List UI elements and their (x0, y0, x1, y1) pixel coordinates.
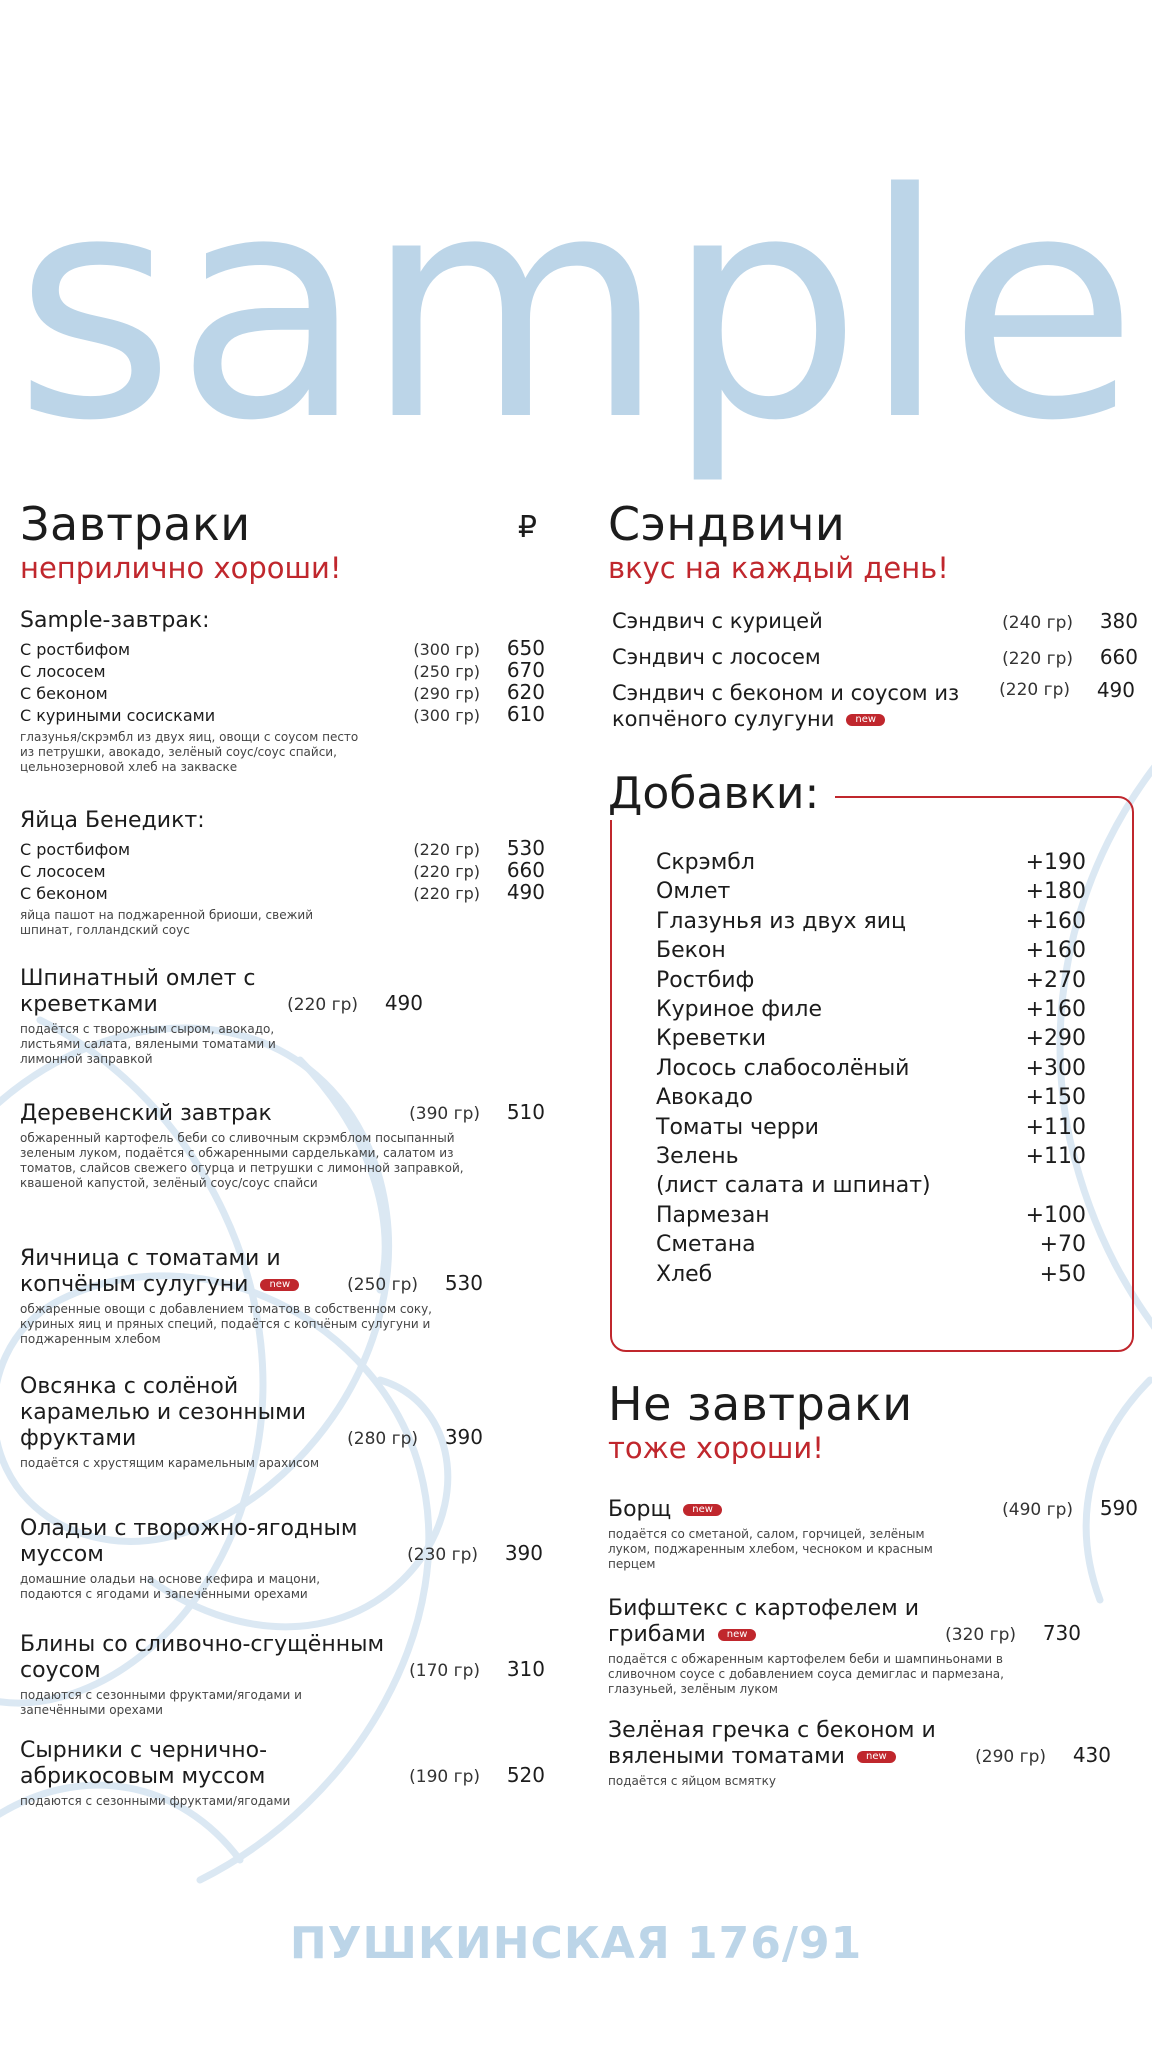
addon-row: Скрэмбл +190 (656, 850, 1086, 875)
menu-row: С лососем (220 гр) 660 (20, 858, 545, 882)
new-badge: new (846, 714, 885, 726)
benedict-title: Яйца Бенедикт: (20, 808, 205, 833)
item-weight: (190 гр) (409, 1767, 480, 1787)
menu-row: С ростбифом (300 гр) 650 (20, 636, 545, 660)
item-weight: (390 гр) (409, 1104, 480, 1124)
menu-item (20, 1632, 545, 1718)
item-description: подаются с сезонными фруктами/ягодами (20, 1794, 291, 1808)
addon-row: Зелень +110 (656, 1144, 1086, 1170)
menu-row: Сэндвич с беконом и соусом из копчёного сулугуни new (220 гр) 490 (612, 678, 1135, 731)
item-weight: (280 гр) (347, 1429, 418, 1449)
menu-item (20, 1738, 545, 1809)
addon-row: Ростбиф +270 (656, 967, 1086, 993)
item-weight: (290 гр) (975, 1747, 1046, 1767)
item-title: Оладьи с творожно-ягодным муссом (20, 1516, 358, 1567)
item-price: 310 (506, 1657, 545, 1681)
menu-row: Сэндвич с курицей (240 гр) 380 (612, 609, 1138, 633)
notbreakfast-subtitle: тоже хороши! (608, 1431, 824, 1465)
item-description: яйца пашот на поджаренной бриоши, свежий шпинат, голландский соус (20, 908, 314, 937)
item-weight: (230 гр) (407, 1545, 478, 1565)
item-description: подаётся с творожным сыром, авокадо, листьями салата, вялеными томатами и лимонной заправкой (20, 1022, 276, 1066)
menu-row: С ростбифом (220 гр) 530 (20, 836, 545, 860)
sample-logo (14, 170, 1138, 490)
menu-row: С беконом (220 гр) 490 (20, 880, 545, 904)
menu-row: С лососем (250 гр) 670 (20, 658, 545, 682)
addons-list (656, 848, 1086, 1289)
benedict-section (20, 808, 545, 938)
item-title: Зелёная гречка с беконом и вялеными томатами (608, 1718, 936, 1769)
addon-row: Бекон +160 (656, 938, 1086, 964)
item-price: 390 (444, 1425, 483, 1449)
item-weight: (320 гр) (945, 1625, 1016, 1645)
item-description: подаётся с обжаренным картофелем беби и шампиньонами в сливочном соусе с добавлением соуса демиглас и пармезана, глазуньей, зелёным луком (608, 1652, 1004, 1696)
addon-row: Лосось слабосолёный +300 (656, 1055, 1086, 1081)
sandwiches-subtitle: вкус на каждый день! (608, 551, 949, 585)
addon-row: Сметана +70 (656, 1232, 1086, 1258)
item-description: домашние оладьи на основе кефира и мацони, подаются с ягодами и запечёнными орехами (20, 1572, 321, 1601)
item-title: Шпинатный омлет с креветками (20, 966, 256, 1017)
new-badge: new (260, 1279, 299, 1291)
menu-item (20, 1100, 545, 1191)
sandwiches-title: Сэндвичи (608, 497, 846, 551)
addon-row: Креветки +290 (656, 1026, 1086, 1052)
breakfast-column (20, 497, 545, 1808)
addon-row: Томаты черри +110 (656, 1114, 1086, 1140)
item-title: Яичница с томатами и копчёным сулугуни (20, 1246, 281, 1297)
item-description: обжаренный картофель беби со сливочным скрэмблом посыпанный зеленым луком, подаётся с обжаренными сардельками, салатом из томатов, слайсов свежего огурца и петрушки с лимонной заправкой, квашеной капустой, зелёный соус/соус спайси (20, 1131, 464, 1190)
menu-item (608, 1596, 1138, 1697)
item-price: 490 (384, 991, 423, 1015)
addons-title: Добавки: (608, 768, 835, 820)
item-weight: (490 гр) (1002, 1500, 1073, 1520)
addon-row: Авокадо +150 (656, 1085, 1086, 1111)
addon-row: (лист салата и шпинат) (656, 1173, 931, 1199)
item-description: подаётся со сметаной, салом, горчицей, зелёным луком, поджаренным хлебом, чесноком и красным перцем (608, 1527, 933, 1571)
notbreakfast-header (608, 1378, 1138, 1464)
item-title: Сырники с чернично-абрикосовым муссом (20, 1738, 268, 1789)
item-weight: (170 гр) (409, 1661, 480, 1681)
menu-row: С куриными сосисками (300 гр) 610 (20, 702, 545, 726)
item-weight: (250 гр) (347, 1275, 418, 1295)
sandwiches-list (612, 608, 1138, 732)
menu-item (608, 1496, 1138, 1572)
new-badge: new (683, 1504, 722, 1516)
item-weight: (220 гр) (287, 995, 358, 1015)
addon-row: Хлеб +50 (656, 1261, 1086, 1287)
menu-item (20, 1246, 545, 1347)
item-description: подаётся с яйцом всмятку (608, 1774, 776, 1788)
new-badge: new (718, 1629, 757, 1641)
menu-item (20, 1516, 545, 1602)
item-title: Деревенский завтрак (20, 1101, 272, 1126)
addon-row: Глазунья из двух яиц +160 (656, 908, 1086, 934)
menu-row: С беконом (290 гр) 620 (20, 680, 545, 704)
item-title: Овсянка с солёной карамелью и сезонными фруктами (20, 1374, 306, 1451)
sample-breakfast-title: Sample-завтрак: (20, 608, 210, 633)
addon-row: Куриное филе +160 (656, 997, 1086, 1023)
item-title: Блины со сливочно-сгущённым соусом (20, 1632, 385, 1683)
menu-item (608, 1718, 1138, 1789)
menu-item (20, 1374, 545, 1471)
item-price: 590 (1099, 1496, 1138, 1520)
item-price: 730 (1042, 1621, 1081, 1645)
item-price: 430 (1072, 1743, 1111, 1767)
ruble-icon: ₽ (517, 510, 537, 545)
right-column (608, 497, 1138, 1788)
addon-row: Пармезан +100 (656, 1202, 1086, 1228)
item-price: 520 (506, 1763, 545, 1787)
item-price: 390 (504, 1541, 543, 1565)
item-price: 530 (444, 1271, 483, 1295)
menu-item (20, 966, 545, 1067)
address-footer: ПУШКИНСКАЯ 176/91 (289, 1918, 863, 1969)
item-description: подаются с сезонными фруктами/ягодами и запечёнными орехами (20, 1688, 302, 1717)
sample-breakfast-section (20, 608, 545, 775)
breakfast-subtitle: неприлично хороши! (20, 551, 342, 585)
breakfast-title: Завтраки (20, 497, 251, 551)
notbreakfast-title: Не завтраки (608, 1377, 913, 1431)
item-title: Борщ (608, 1497, 672, 1522)
new-badge: new (857, 1751, 896, 1763)
item-description: подаётся с хрустящим карамельным арахисом (20, 1456, 320, 1470)
item-title: Бифштекс с картофелем и грибами (608, 1596, 919, 1647)
item-description: обжаренные овощи с добавлением томатов в собственном соку, куриных яиц и пряных специй, подаётся с копчёным сулугуни и поджаренным хлебом (20, 1302, 432, 1346)
addon-row: Омлет +180 (656, 879, 1086, 905)
item-description: глазунья/скрэмбл из двух яиц, овощи с соусом песто из петрушки, авокадо, зелёный соус/соус спайси, цельнозерновой хлеб на закваске (20, 730, 359, 774)
item-price: 510 (506, 1100, 545, 1124)
menu-row: Сэндвич с лососем (220 гр) 660 (612, 645, 1138, 669)
logo-text: sample (14, 170, 1138, 489)
